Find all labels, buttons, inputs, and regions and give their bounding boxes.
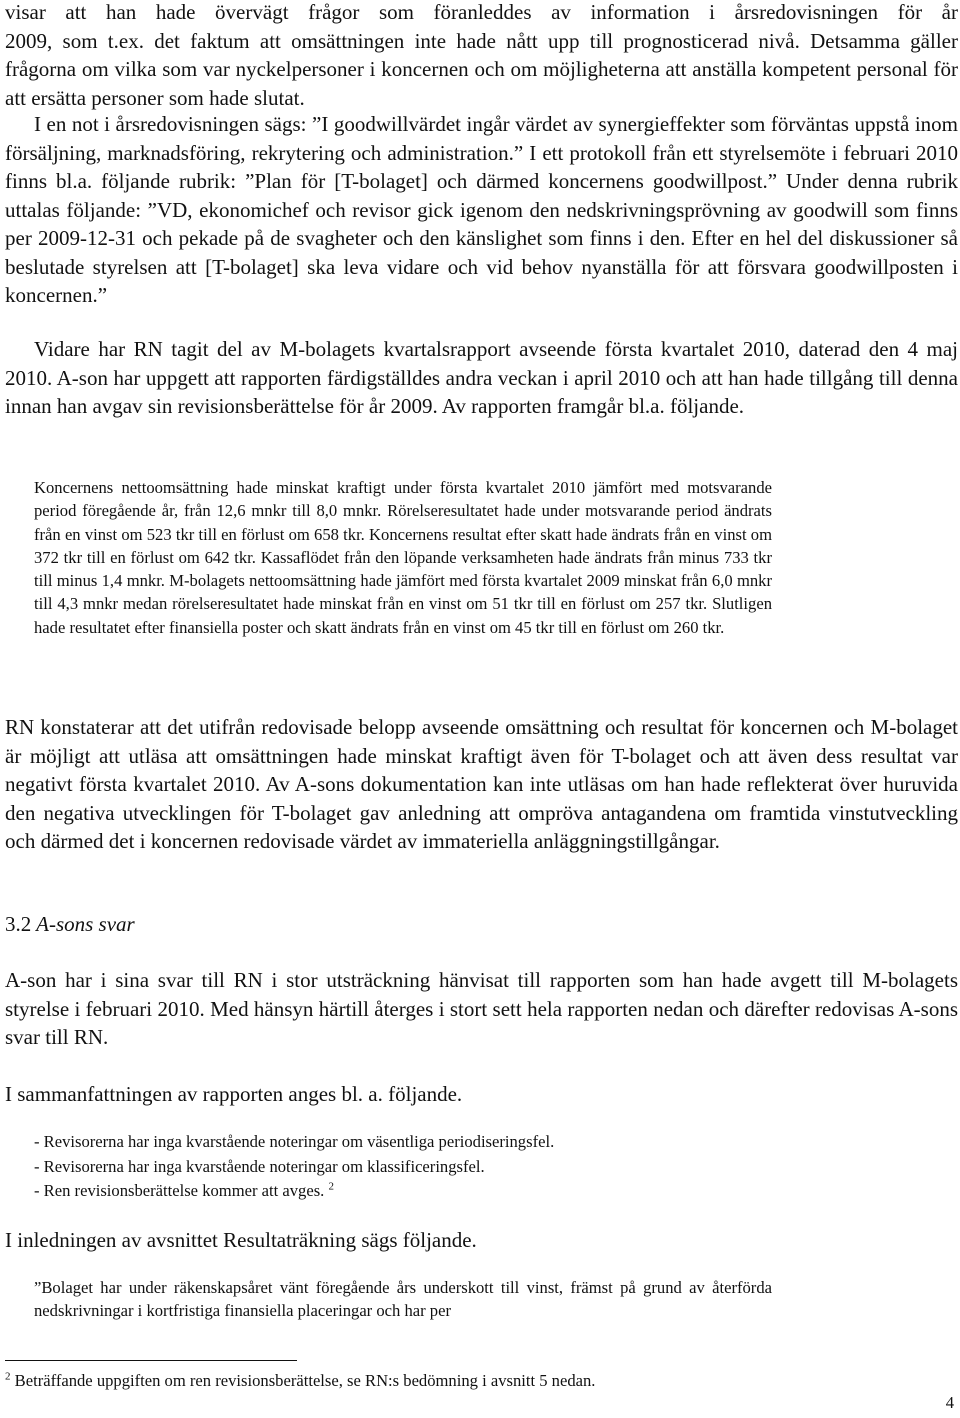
footnote-reference: 2: [328, 1180, 334, 1193]
quote-quarterly-report: Koncernens nettoomsättning hade minskat kraftigt under första kvartalet 2010 jämfört med motsvarande period föregående år, från 12,6 mnkr till 8,0 mnkr. Rörelseresultatet hade under motsvarande period ändrats från en vinst om 523 tkr till en förlust om 658 tkr. Koncernens resultat efter skatt hade ändrats från en vinst om 372 tkr till en förlust om 642 tkr. Kassaflödet från den löpande verksamheten hade ändrats från minus 733 tkr till minus 1,4 mnkr. M-bolagets nettoomsättning hade jämfört med första kvartalet 2009 minskat från 6,0 mnkr till 4,3 mnkr medan rörelseresultatet hade minskat från en vinst om 51 tkr till en förlust om 257 tkr. Slutligen hade resultatet efter finansiella poster och skatt ändrats från en vinst om 45 tkr till en förlust om 260 tkr.: [34, 478, 772, 637]
footnote-divider: [5, 1360, 297, 1361]
footnote-text: Beträffande uppgiften om ren revisionsberättelse, se RN:s bedömning i avsnitt 5 nedan.: [14, 1371, 596, 1390]
summary-bullet-text: - Ren revisionsberättelse kommer att avges.: [34, 1181, 325, 1200]
summary-bullet-item: - Revisorerna har inga kvarstående noteringar om väsentliga periodiseringsfel.: [34, 1132, 555, 1151]
paragraph-a-son-reply: A-son har i sina svar till RN i stor utsträckning hänvisat till rapporten som han hade avgett till M-bolagets styrelse i februari 2010. Med hänsyn härtill återges i stort sett hela rapporten nedan och därefter redovisas A-sons svar till RN.: [5, 968, 958, 1049]
paragraph-summary-intro: I sammanfattningen av rapporten anges bl. a. följande.: [5, 1082, 463, 1106]
page-number: 4: [945, 1393, 954, 1412]
quote-income-statement: ”Bolaget har under räkenskapsåret vänt föregående års underskott till vinst, främst på grund av återförda nedskrivningar i kortfristiga finansiella placeringar och har per: [34, 1278, 772, 1321]
paragraph-quarterly-report: Vidare har RN tagit del av M-bolagets kvartalsrapport avseende första kvartalet 2010, daterad den 4 maj 2010. A-son har uppgett att rapporten färdigställdes andra veckan i april 2010 och att han hade tillgång till denna innan han avgav sin revisionsberättelse för år 2009. Av rapporten framgår bl.a. följande.: [5, 337, 958, 418]
paragraph-rn-conclusion: RN konstaterar att det utifrån redovisade belopp avseende omsättning och resultat för koncernen och M-bolaget är möjligt att utläsa att omsättningen hade minskat kraftigt även för T-bolaget och att även dess resultat var negativt första kvartalet 2010. Av A-sons dokumentation kan inte utläsas om han hade reflekterat över huruvida den negativa utvecklingen för T-bolaget gav anledning att ompröva antagandena om framtida vinstutveckling och därmed det i koncernen redovisade värdet av immateriella anläggningstillgångar.: [5, 715, 958, 853]
summary-bullet-list: [5, 1130, 554, 1204]
section-number: 3.2: [5, 912, 32, 936]
summary-bullet-item: [34, 1179, 554, 1204]
paragraph-1-rest: 2009, som t.ex. det faktum att omsättningen inte hade nått upp till prognosticerad nivå. Detsamma gäller frågorna om vilka som var nyckelpersoner i koncernen och om möjligheterna att anställa kompetent personal för att ersätta personer som hade slutat.: [5, 28, 958, 110]
section-title: A-sons svar: [36, 912, 135, 936]
paragraph-1-lead: visar att han hade övervägt frågor som föranleddes av information i årsredovisningen för år: [5, 0, 958, 24]
summary-bullet-item: - Revisorerna har inga kvarstående noteringar om klassificeringsfel.: [34, 1156, 485, 1176]
paragraph-goodwill-note: I en not i årsredovisningen sägs: ”I goodwillvärdet ingår värdet av synergieffekter som förväntas uppstå inom försäljning, marknadsföring, rekrytering och administration.” I ett protokoll från ett styrelsemöte i februari 2010 finns bl.a. följande rubrik: ”Plan för [T-bolaget] och därmed koncernens goodwillpost.” Under denna rubrik uttalas följande: ”VD, ekonomichef och revisor gick igenom den nedskrivningsprövning av goodwill som finns per 2009-12-31 och pekade på de svagheter och den känslighet som finns i den. Efter en hel del diskussioner så beslutade styrelsen att [T-bolaget] ska leva vidare och vid behov nyanställa för att försvara goodwillposten i koncernen.”: [5, 112, 958, 307]
intro-paragraph: [5, 0, 958, 112]
section-heading: [5, 910, 135, 938]
footnote-marker: 2: [5, 1370, 11, 1383]
paragraph-income-statement-intro: I inledningen av avsnittet Resultaträkning sägs följande.: [5, 1228, 477, 1252]
footnote: [5, 1370, 595, 1392]
